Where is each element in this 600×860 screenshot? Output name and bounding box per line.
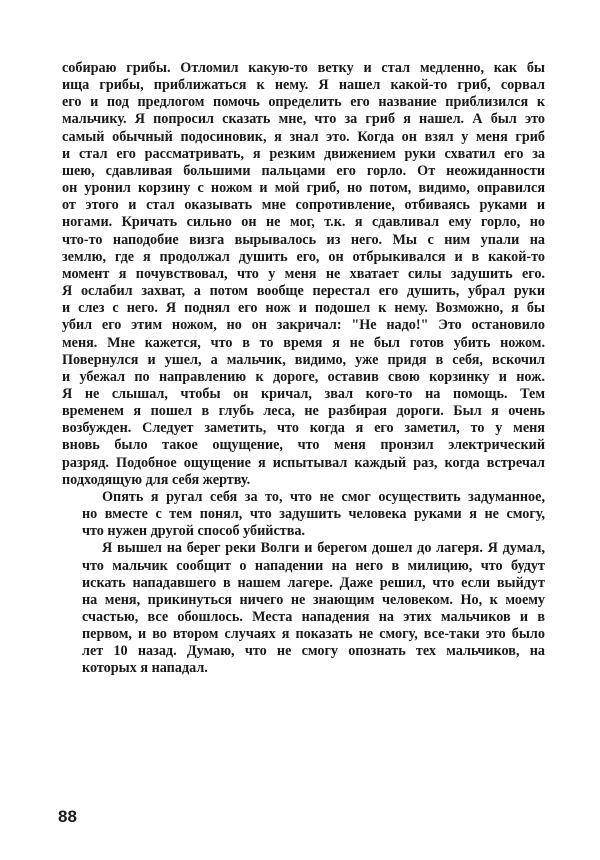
text-line: но вместе с тем понял, что задушить человека руками я не смогу, bbox=[82, 506, 545, 523]
text-line: счастью, все обошлось. Места нападения на этих мальчиков и в bbox=[82, 609, 545, 625]
text-line: вновь было такое ощущение, что меня пронзил электрический bbox=[62, 437, 545, 454]
text-line: убил его этим ножом, но он закричал: "Не надо!" Это остановило bbox=[62, 317, 545, 334]
text-line: и убежал по направлению к дороге, оставив свою корзинку и нож. bbox=[62, 368, 545, 385]
text-line: ища грибы, приближаться к нему. Я нашел какой-то гриб, сорвал bbox=[62, 77, 545, 94]
paragraph bbox=[62, 489, 545, 540]
text-line: временем я пошел в глубь леса, не разбирая дороги. Был я очень bbox=[62, 403, 545, 420]
text-line: меня. Мне кажется, что в то время я не был готов убить ножом. bbox=[62, 334, 545, 351]
text-line: Я не слышал, чтобы он кричал, звал кого-то на помощь. Тем bbox=[62, 385, 545, 402]
text-line: что мальчик сообщит о нападении на него в милицию, что будут bbox=[82, 557, 545, 574]
text-line: что-то наподобие визга вырывалось из него. Мы с ним упали на bbox=[62, 231, 545, 248]
text-line: самый обычный подосиновик, я знал это. Когда он взял у меня гриб bbox=[62, 128, 545, 145]
text-line: разряд. Подобное ощущение я испытывал каждый раз, когда встречал bbox=[62, 454, 545, 471]
paragraph bbox=[62, 60, 545, 489]
text-line: первом, и во втором случаях я показать не смогу, все-таки это было bbox=[82, 626, 545, 643]
text-line: лет 10 назад. Думаю, что не смогу опознать тех мальчиков, на bbox=[82, 643, 545, 660]
paragraph bbox=[62, 540, 545, 677]
text-line: Я ослабил захват, а потом вообще перестал его душить, убрал руки bbox=[62, 283, 545, 300]
text-line: шею, сдавливая большими пальцами его горло. От неожиданности bbox=[62, 162, 545, 179]
body-text bbox=[62, 60, 545, 678]
text-line: которых я нападал. bbox=[82, 660, 208, 677]
text-line: собираю грибы. Отломил какую-то ветку и стал медленно, как бы bbox=[62, 60, 545, 76]
text-line: ногами. Кричать сильно он не мог, т.к. я сдавливал ему горло, но bbox=[62, 214, 545, 231]
text-line: мальчику. Я попросил сказать мне, что за гриб я нашел. А был это bbox=[62, 111, 545, 128]
text-line: и слез с него. Я поднял его нож и подошел к нему. Возможно, я бы bbox=[62, 300, 545, 317]
text-line: Я вышел на берег реки Волги и берегом дошел до лагеря. Я думал, bbox=[102, 540, 545, 557]
text-line: Повернулся и ушел, а мальчик, видимо, уже придя в себя, вскочил bbox=[62, 351, 545, 368]
text-line: возбужден. Следует заметить, что когда я его заметил, то у меня bbox=[62, 420, 545, 437]
text-line: момент я почувствовал, что у меня не хватает силы задушить его. bbox=[62, 265, 545, 282]
text-line: и стал его рассматривать, я резким движением руки схватил его за bbox=[62, 145, 545, 162]
text-line: что нужен другой способ убийства. bbox=[82, 523, 306, 540]
text-line: его и под предлогом помочь определить его название приблизился к bbox=[62, 94, 545, 111]
text-line: Опять я ругал себя за то, что не смог осуществить задуманное, bbox=[102, 488, 545, 505]
text-line: землю, где я продолжал душить его, он отбрыкивался и в какой-то bbox=[62, 248, 545, 265]
text-line: подходящую для себя жертву. bbox=[62, 471, 251, 488]
text-line: он уронил корзину с ножом и мой гриб, но потом, видимо, оправился bbox=[62, 180, 545, 197]
text-line: на меня, прикинуться ничего не знающим человеком. Но, к моему bbox=[82, 591, 545, 608]
text-line: искать нападавшего в нашем лагере. Даже решил, что если выйдут bbox=[82, 574, 545, 591]
page-number: 88 bbox=[58, 807, 77, 826]
text-line: от этого и стал оказывать мне сопротивление, отбиваясь руками и bbox=[62, 197, 545, 214]
